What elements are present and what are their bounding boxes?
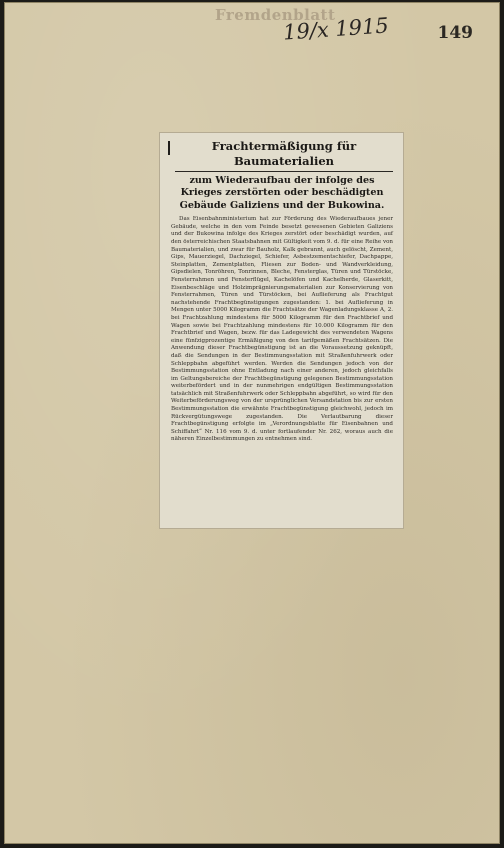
title-marker-bar	[168, 141, 170, 155]
handwritten-date: 19/x 1915	[282, 13, 390, 45]
page-number: 149	[437, 23, 473, 43]
article-title: Frachtermäßigung für Baumaterialien	[175, 139, 393, 172]
newspaper-clipping	[160, 133, 403, 528]
article-body: Das Eisenbahnministerium hat zur Förderung des Wiederaufbaues jener Gebäude, welche in den vom Feinde besetzt gewesenen Gebieten Galiziens und der Bukowina infolge des Krieges zerstört oder beschädigt wurden, auf den österreichischen Staatsbahnen mit Gültigkeit vom 9. d. für eine Reihe von Baumaterialien, und zwar für Bauholz, Kalk gebrannt, auch gelöscht, Zement, Gips, Mauerziegel, Dachziegel, Schiefer, Asbestzementschiefer, Dachpappe, Steinplatten, Zementplatten, Fliesen zur Boden- und Wandverkleidung, Gipsdielen, Tonröhren, Tonrinnen, Bleche, Fensterglas, Türen und Türstöcke, Fensterrahmen und Fensterflügel, Kachelöfen und Kachelherde, Glaserkitt, Eisenbeschläge und Holzimprägnierungsmaterialien zur Konservierung von Fensterrahmen, Türen und Türstöcken, bei Auflieferung als Frachtgut nachstehende Frachtbegünstigungen zugestanden: 1. bei Auflieferung in Mengen unter 5000 Kilogramm die Frachtsätze der Wagenladungsklasse A, 2. bei Frachtzahlung mindestens für 5000 Kilogramm für den Frachtbrief und Wagen sowie bei Frachtzahlung mindestens für 10.000 Kilogramm für den Frachtbrief und Wagen, bezw. für das Ladegewicht des verwendeten Wagens eine fünfzigprozentige Ermäßigung von den tarifgemäßen Frachtsätzen. Die Anwendung dieser Frachtbegünstigung ist an die Voraussetzung geknüpft, daß die Sendungen in der Bestimmungsstation mit Straßenfuhrwerk oder Schleppbahn abgeführt werden. Werden die Sendungen jedoch von der Bestimmungsstation ohne Entladung nach einer anderen, jedoch gleichfalls im Geltungsbereiche der Frachtbegünstigung gelegenen Bestimmungsstation weiterbefördert und in der nunmehrigen endgültigen Bestimmungsstation tatsächlich mit Straßenfuhrwerk oder Schleppbahn abgeführt, so wird für den Weiterbeförderungsweg von der ursprünglichen Versandstation bis zur ersten Bestimmungsstation die erwähnte Frachtbegünstigung gleichwohl, jedoch im Rückvergütungswege zugestanden. Die Verlautbarung dieser Frachtbegünstigung erfolgte im „Verordnungsblatte für Eisenbahnen und Schiffahrt“ Nr. 116 vom 9. d. unter fortlaufender Nr. 262, woraus auch die näheren Einzelbestimmungen zu entnehmen sind.	[171, 216, 393, 443]
newspaper-stamp: Fremdenblatt	[215, 6, 336, 24]
archive-sheet	[4, 2, 500, 844]
article-subtitle: zum Wiederaufbau der infolge des Krieges zerstörten oder beschädigten Gebäude Galiziens und der Bukowina.	[179, 175, 385, 211]
